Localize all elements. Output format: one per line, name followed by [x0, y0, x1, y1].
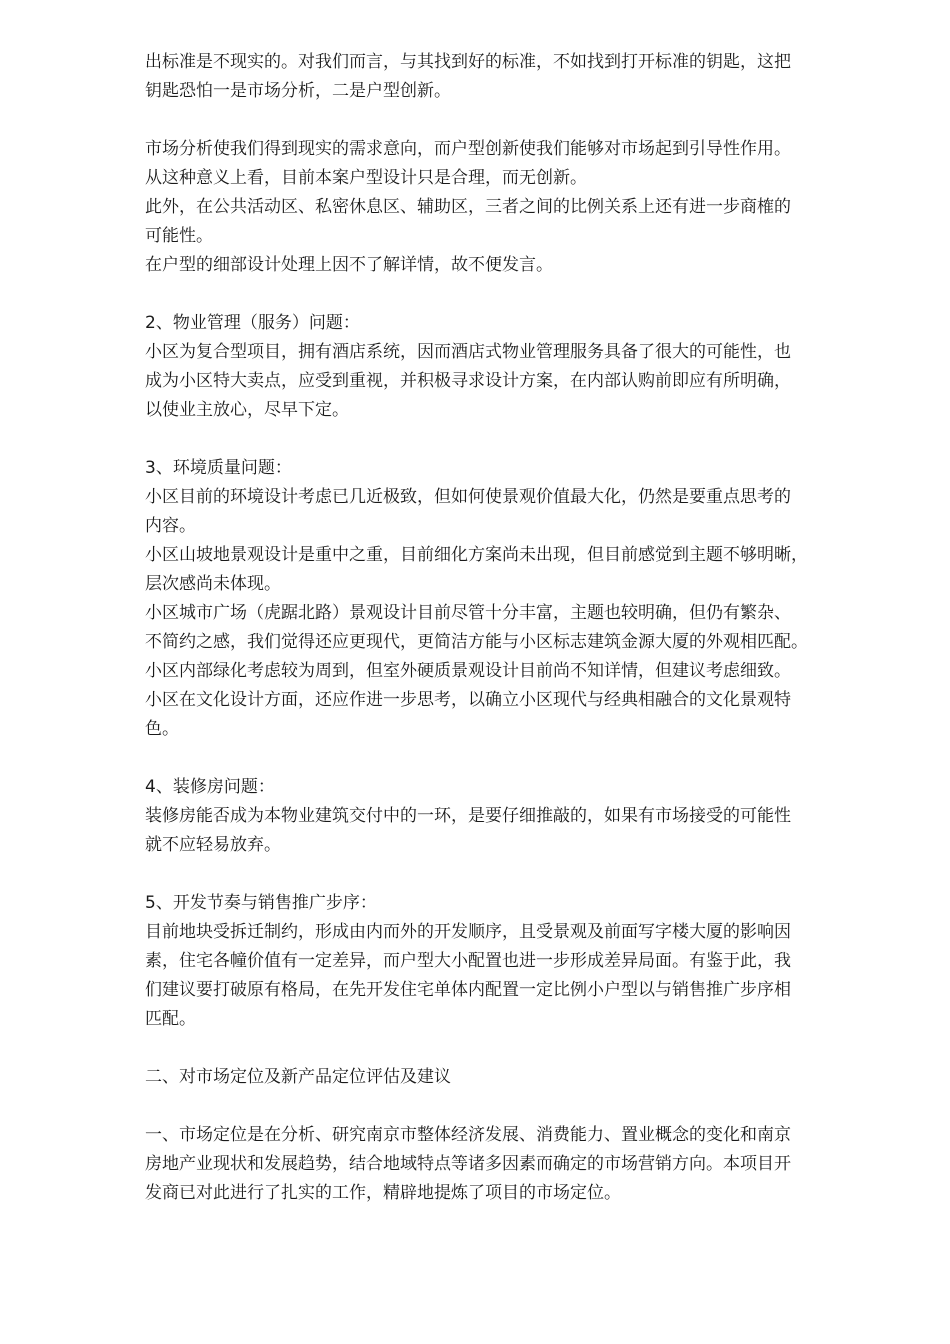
text-line: 5、开发节奏与销售推广步序： [145, 893, 377, 913]
text-line: 可能性。 [145, 226, 213, 246]
paragraph-gap [145, 425, 885, 454]
text-line: 目前地块受拆迁制约，形成由内而外的开发顺序，且受景观及前面写字楼大厦的影响因 [145, 922, 791, 942]
text-line: 色。 [145, 719, 179, 739]
text-line: 在户型的细部设计处理上因不了解详情，故不便发言。 [145, 255, 553, 275]
paragraph-gap [145, 744, 885, 773]
text-line: 不简约之感，我们觉得还应更现代，更简洁方能与小区标志建筑金源大厦的外观相匹配。 [145, 632, 808, 652]
text-line: 以使业主放心，尽早下定。 [145, 400, 349, 420]
paragraph-gap [145, 1092, 885, 1121]
text-line: 从这种意义上看，目前本案户型设计只是合理，而无创新。 [145, 168, 587, 188]
paragraph-gap [145, 860, 885, 889]
text-line: 小区在文化设计方面，还应作进一步思考，以确立小区现代与经典相融合的文化景观特 [145, 690, 791, 710]
text-line: 市场分析使我们得到现实的需求意向，而户型创新使我们能够对市场起到引导性作用。 [145, 139, 791, 159]
text-line: 一、市场定位是在分析、研究南京市整体经济发展、消费能力、置业概念的变化和南京 [145, 1125, 791, 1145]
text-line: 小区山坡地景观设计是重中之重，目前细化方案尚未出现，但目前感觉到主题不够明晰， [145, 545, 808, 565]
text-line: 们建议要打破原有格局，在先开发住宅单体内配置一定比例小户型以与销售推广步序相 [145, 980, 791, 1000]
text-line: 小区目前的环境设计考虑已几近极致，但如何使景观价值最大化，仍然是要重点思考的 [145, 487, 791, 507]
text-line: 2、物业管理（服务）问题： [145, 313, 360, 333]
document-body [145, 48, 885, 1208]
paragraph-gap [145, 106, 885, 135]
text-line: 出标准是不现实的。对我们而言，与其找到好的标准，不如找到打开标准的钥匙，这把 [145, 52, 791, 72]
text-line: 就不应轻易放弃。 [145, 835, 281, 855]
text-line: 3、环境质量问题： [145, 458, 292, 478]
text-line: 房地产业现状和发展趋势，结合地域特点等诸多因素而确定的市场营销方向。本项目开 [145, 1154, 791, 1174]
text-line: 小区城市广场（虎踞北路）景观设计目前尽管十分丰富，主题也较明确，但仍有繁杂、 [145, 603, 791, 623]
text-line: 4、装修房问题： [145, 777, 275, 797]
text-line: 钥匙恐怕一是市场分析，二是户型创新。 [145, 81, 451, 101]
text-line: 匹配。 [145, 1009, 196, 1029]
text-line: 素，住宅各幢价值有一定差异，而户型大小配置也进一步形成差异局面。有鉴于此，我 [145, 951, 791, 971]
text-line: 内容。 [145, 516, 196, 536]
text-line: 小区为复合型项目，拥有酒店系统，因而酒店式物业管理服务具备了很大的可能性，也 [145, 342, 791, 362]
paragraph-gap [145, 280, 885, 309]
text-line: 成为小区特大卖点，应受到重视，并积极寻求设计方案，在内部认购前即应有所明确， [145, 371, 791, 391]
paragraph-gap [145, 1034, 885, 1063]
text-line: 此外，在公共活动区、私密休息区、辅助区，三者之间的比例关系上还有进一步商榷的 [145, 197, 791, 217]
text-line: 二、对市场定位及新产品定位评估及建议 [145, 1067, 451, 1087]
text-line: 小区内部绿化考虑较为周到，但室外硬质景观设计目前尚不知详情，但建议考虑细致。 [145, 661, 791, 681]
text-line: 装修房能否成为本物业建筑交付中的一环，是要仔细推敲的，如果有市场接受的可能性 [145, 806, 791, 826]
text-line: 层次感尚未体现。 [145, 574, 281, 594]
text-line: 发商已对此进行了扎实的工作，精辟地提炼了项目的市场定位。 [145, 1183, 621, 1203]
